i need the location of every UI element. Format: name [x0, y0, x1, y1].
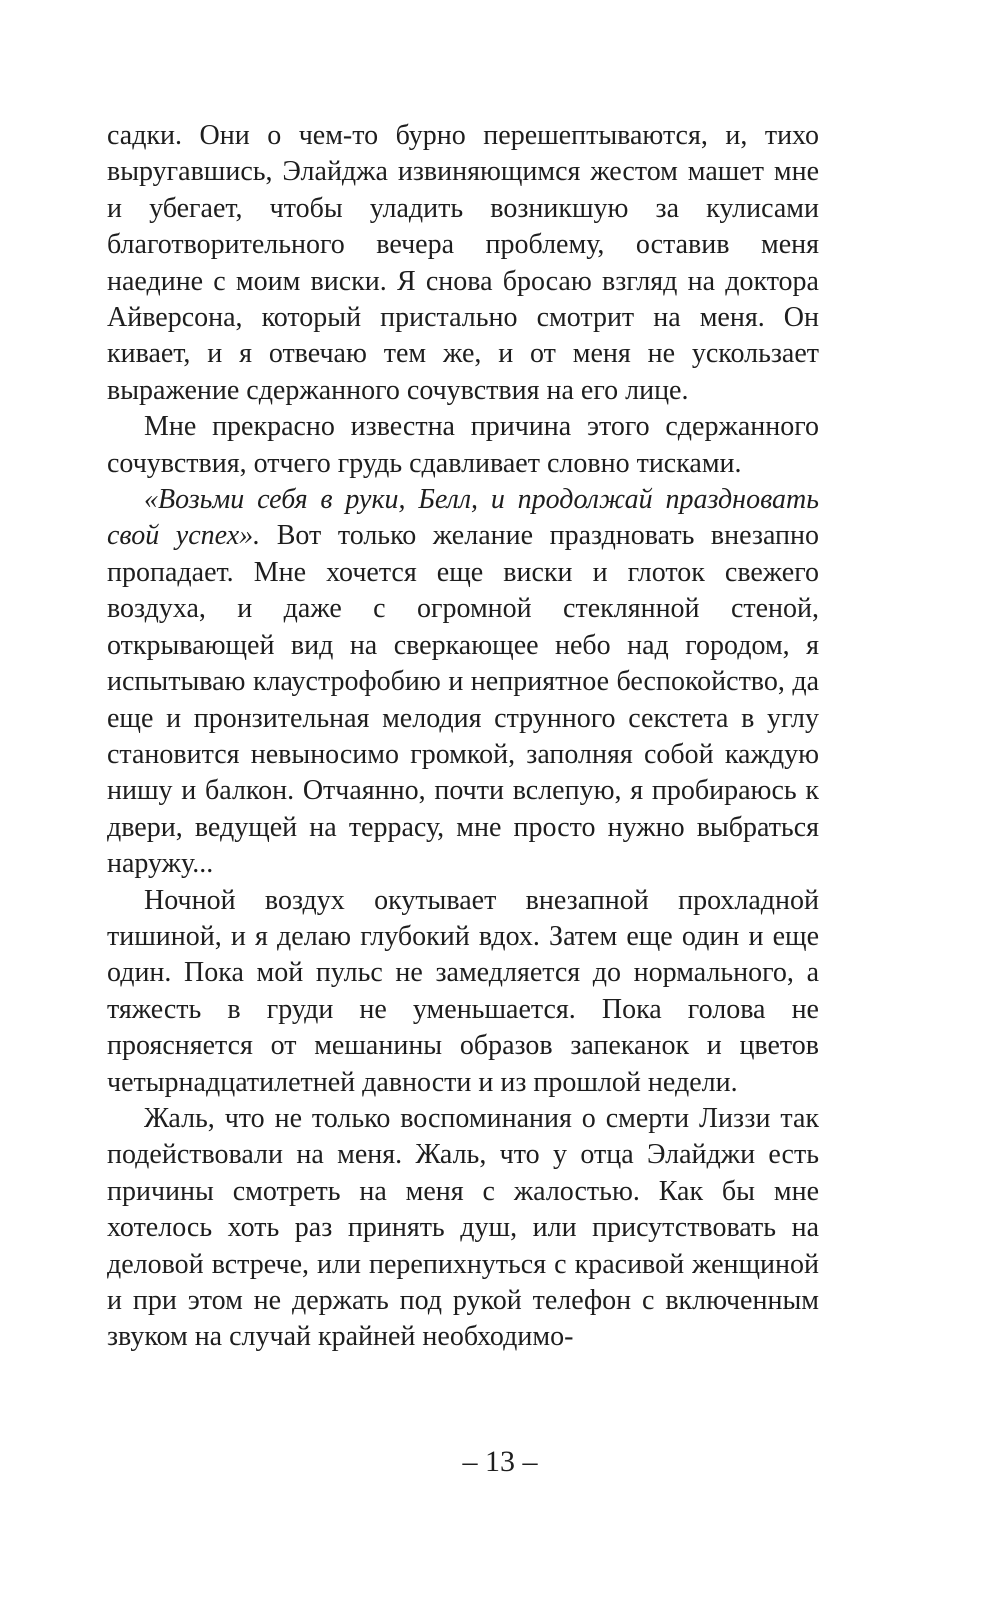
paragraph: Ночной воздух окутывает внезапной прохладной тишиной, и я делаю глубокий вдох. Затем еще один и еще один. Пока мой пульс не замедляется до нормального, а тяжесть в груди не уменьшается. Пока голова не проясняется от мешанины образов запеканок и цветов четырнадцатилетней давности и из прошлой недели.: [107, 884, 819, 1098]
paragraph: садки. Они о чем-то бурно перешептываются, и, тихо выругавшись, Элайджа извиняющимся жестом машет мне и убегает, чтобы уладить возникшую за кулисами благотворительного вечера проблему, оставив меня наедине с моим виски. Я снова бросаю взгляд на доктора Айверсона, который пристально смотрит на меня. Он кивает, и я отвечаю тем же, и от меня не ускользает выражение сдержанного сочувствия на его лице.: [107, 120, 819, 406]
paragraph: Жаль, что не только воспоминания о смерти Лиззи так подействовали на меня. Жаль, что у отца Элайджи есть причины смотреть на меня с жалостью. Как бы мне хотелось хоть раз принять душ, или присутствовать на деловой встрече, или перепихнуться с красивой женщиной и при этом не держать под рукой телефон с включенным звуком на случай крайней необходимо-: [107, 1102, 819, 1353]
paragraph: Мне прекрасно известна причина этого сдержанного сочувствия, отчего грудь сдавливает словно тисками.: [107, 411, 819, 479]
paragraph-text: Вот только желание праздновать внезапно пропадает. Мне хочется еще виски и глоток свежего воздуха, и даже с огромной стеклянной стеной, открывающей вид на сверкающее небо над городом, я испытываю клаустрофобию и неприятное беспокойство, да еще и пронзительная мелодия струнного секстета в углу становится невыносимо громкой, заполняя собой каждую нишу и балкон. Отчаянно, почти вслепую, я пробираюсь к двери, ведущей на террасу, мне просто нужно выбраться наружу...: [107, 520, 819, 880]
page-body: [107, 118, 819, 1356]
paragraph: [107, 482, 819, 882]
italic-quote: «Возьми себя в руки, Белл, и продолжай праздновать свой успех».: [107, 484, 819, 552]
page-number: – 13 –: [462, 1445, 538, 1478]
